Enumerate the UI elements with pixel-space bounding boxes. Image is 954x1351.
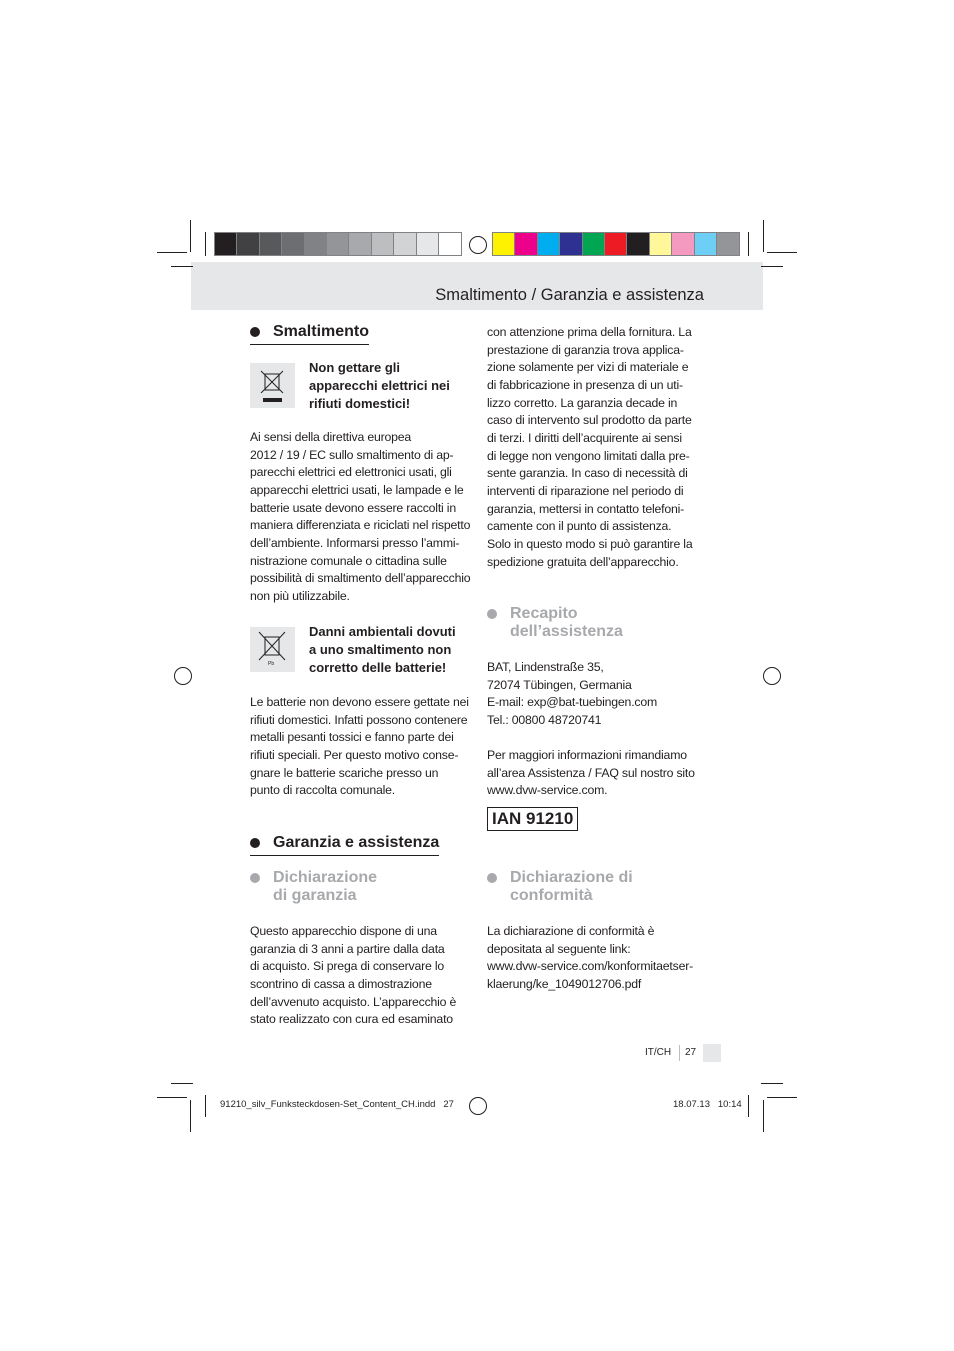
color-swatch: [515, 233, 537, 255]
registration-mark-icon: [469, 1097, 487, 1115]
crop-mark: [761, 266, 783, 267]
color-swatch: [605, 233, 627, 255]
bullet-icon: [487, 873, 497, 883]
paragraph-batteries: Le batterie non devono essere gettate nei rifiuti domestici. Infatti possono contenere metalli pesanti tossici e fanno parte dei rifiuti speciali. Per questo motivo conse- gnare le batterie scariche presso un punto di raccolta comunale.: [250, 695, 469, 798]
color-swatch: [237, 233, 259, 255]
section-garanzia: [250, 834, 439, 856]
crop-mark: [767, 1097, 797, 1098]
color-swatch: [538, 233, 560, 255]
warning-electrical-waste: Non gettare gli apparecchi elettrici nei rifiuti domestici!: [309, 360, 450, 411]
crop-mark: [171, 266, 193, 267]
crop-mark: [190, 1100, 191, 1132]
crop-mark: [761, 1083, 783, 1084]
color-swatch: [672, 233, 694, 255]
crop-mark: [205, 232, 206, 256]
color-swatch: [260, 233, 282, 255]
crop-mark: [190, 220, 191, 252]
page-number: 27: [685, 1047, 697, 1058]
crop-mark: [763, 220, 764, 252]
color-swatch: [650, 233, 672, 255]
color-swatch: [327, 233, 349, 255]
bullet-icon: [250, 838, 260, 848]
color-swatch: [493, 233, 515, 255]
bullet-icon: [487, 609, 497, 619]
color-swatch: [717, 233, 739, 255]
color-swatch: [305, 233, 327, 255]
crop-mark: [767, 252, 797, 253]
paragraph-warranty: Questo apparecchio dispone di una garanzia di 3 anni a partire dalla data di acquisto. Si prega di conservare lo scontrino di cassa a dimostrazione dell’avvenuto acquisto. L’apparecchio è stato realizzato con cura ed esaminato: [250, 924, 457, 1027]
crop-mark: [171, 1083, 193, 1084]
section-smaltimento: [250, 323, 369, 345]
color-swatch: [372, 233, 394, 255]
paragraph-warranty-continued: con attenzione prima della fornitura. La prestazione di garanzia trova applica- zione solamente per vizi di materiale e di fabbricazione in presenza di un uti- lizzo corretto. La garanzia decade in caso di intervento sul prodotto da parte di terzi. I diritti dell’acquirente ai sensi di legge non vengono limitati dalla pre- sente garanzia. In caso di necessità di interventi di riparazione nel periodo di garanzia, mettersi in contatto telefoni- camente con il punto di assistenza. Solo in questo modo si può garantire la spedizione gratuita dell’apparecchio.: [487, 325, 693, 569]
heading-smaltimento: Smaltimento: [250, 323, 369, 345]
subsection-recapito: [487, 605, 623, 640]
divider: [679, 1045, 680, 1061]
subsection-conformita: [487, 869, 633, 904]
subsection-dichiarazione-garanzia: [250, 869, 377, 904]
crop-mark: [763, 1100, 764, 1132]
color-swatch: [282, 233, 304, 255]
crop-mark: [748, 1095, 749, 1117]
registration-mark-icon: [469, 236, 487, 254]
bullet-icon: [250, 873, 260, 883]
heading-garanzia: Garanzia e assistenza: [250, 834, 439, 856]
registration-mark-icon: [174, 667, 192, 685]
color-swatch: [560, 233, 582, 255]
crop-mark: [157, 252, 187, 253]
heading-conformita: Dichiarazione di conformità: [510, 869, 633, 904]
bullet-icon: [250, 327, 260, 337]
paragraph-conformity: La dichiarazione di conformità è depositata al seguente link: www.dvw-service.com/konformitaetser- klaerung/ke_1049012706.pdf: [487, 924, 693, 991]
heading-recapito: Recapito dell’assistenza: [510, 605, 623, 640]
color-swatch: [695, 233, 717, 255]
color-swatch: [417, 233, 439, 255]
heading-dichiarazione-garanzia: Dichiarazione di garanzia: [273, 869, 378, 904]
registration-mark-icon: [763, 667, 781, 685]
service-address: BAT, Lindenstraße 35, 72074 Tübingen, Germania E-mail: exp@bat-tuebingen.com Tel.: 00800 48720741: [487, 660, 658, 727]
warning-battery-disposal: Danni ambientali dovuti a uno smaltimento non corretto delle batterie!: [309, 624, 456, 675]
print-date: 18.07.13 10:14: [673, 1099, 742, 1110]
language-code: IT/CH: [645, 1047, 672, 1058]
color-swatch: [349, 233, 371, 255]
color-swatch: [215, 233, 237, 255]
file-slug: 91210_silv_Funksteckdosen-Set_Content_CH.indd 27: [220, 1099, 454, 1110]
page-tab: [703, 1044, 721, 1062]
paragraph-disposal: Ai sensi della direttiva europea 2012 / 19 / EC sullo smaltimento di ap- parecchi elettrici ed elettronici usati, gli apparecchi elettrici usati, le lampade e le batterie usate devono essere raccolti in maniera differenziata e riciclati nel rispetto dell’ambiente. Informarsi presso l’ammi- nistrazione comunale o cittadina sulle possibilità di smaltimento dell’apparecchio non più utilizzabile.: [250, 430, 471, 603]
ian-badge: IAN 91210: [487, 807, 578, 831]
paragraph-more-info: Per maggiori informazioni rimandiamo all’area Assistenza / FAQ sul nostro sito www.dvw-service.com.: [487, 748, 695, 798]
color-swatch: [394, 233, 416, 255]
battery-bin-icon: [250, 627, 295, 672]
pb-label: Pb: [268, 661, 275, 667]
color-swatch: [583, 233, 605, 255]
crop-mark: [748, 232, 749, 256]
weee-bin-icon: [250, 363, 295, 408]
color-swatch: [439, 233, 461, 255]
crop-mark: [157, 1097, 187, 1098]
page-title: Smaltimento / Garanzia e assistenza: [435, 286, 704, 304]
color-swatch: [627, 233, 649, 255]
crop-mark: [205, 1095, 206, 1117]
